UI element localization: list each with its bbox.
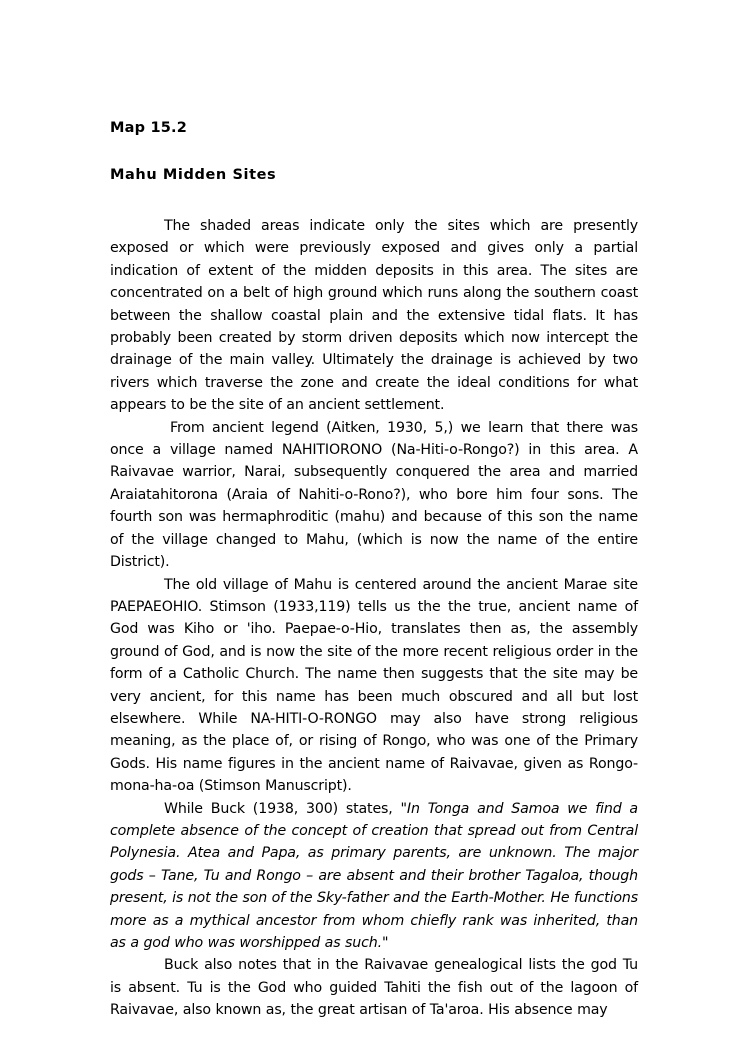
document-content xyxy=(110,118,638,1022)
paragraph-shaded-areas: The shaded areas indicate only the sites which are presently exposed or which were previously exposed and gives only a partial indication of extent of the midden deposits in this area. The sites are concentrated on a belt of high ground which runs along the southern coast between the shallow coastal plain and the extensive tidal flats. It has probably been created by storm driven deposits which now intercept the drainage of the main valley. Ultimately the drainage is achieved by two rivers which traverse the zone and create the ideal conditions for what appears to be the site of an ancient settlement. xyxy=(110,218,638,414)
section-title-heading: Mahu Midden Sites xyxy=(110,167,277,183)
quote-closing-mark: " xyxy=(381,935,389,951)
paragraph-ancient-legend: From ancient legend (Aitken, 1930, 5,) we learn that there was once a village named NAHITIORONO (Na-Hiti-o-Rongo?) in this area. A Raivavae warrior, Narai, subsequently conquered the area and married Araiatahitorona (Araia of Nahiti-o-Rono?), who bore him four sons. The fourth son was hermaphroditic (mahu) and because of this son the name of the village changed to Mahu, (which is now the name of the entire District). xyxy=(110,419,638,571)
paragraph-buck-quote xyxy=(110,798,638,955)
map-number-heading: Map 15.2 xyxy=(110,120,188,136)
paragraph-old-village: The old village of Mahu is centered around the ancient Marae site PAEPAEOHIO. Stimson (1933,119) tells us the the true, ancient name of God was Kiho or 'iho. Paepae-o-Hio, translates then as, the assembly ground of God, and is now the site of the more recent religious order in the form of a Catholic Church. The name then suggests that the site may be very ancient, for this name has been much obscured and all but lost elsewhere. While NA-HITI-O-RONGO may also have strong religious meaning, as the place of, or rising of Rongo, who was one of the Primary Gods. His name figures in the ancient name of Raivavae, given as Rongo-mona-ha-oa (Stimson Manuscript). xyxy=(110,576,638,795)
quote-italic-text: In Tonga and Samoa we find a complete absence of the concept of creation that spread out from Central Polynesia. Atea and Papa, as primary parents, are unknown. The major gods – Tane, Tu and Rongo – are absent and their brother Tagaloa, though present, is not the son of the Sky-father and the Earth-Mother. He functions more as a mythical ancestor from whom chiefly rank was inherited, than as a god who was worshipped as such. xyxy=(110,800,638,951)
quote-lead-text: While Buck (1938, 300) states, " xyxy=(164,800,407,817)
paragraph-buck-notes: Buck also notes that in the Raivavae genealogical lists the god Tu is absent. Tu is the God who guided Tahiti the fish out of the lagoon of Raivavae, also known as, the great artisan of Ta'aroa. His absence may xyxy=(110,957,638,1019)
